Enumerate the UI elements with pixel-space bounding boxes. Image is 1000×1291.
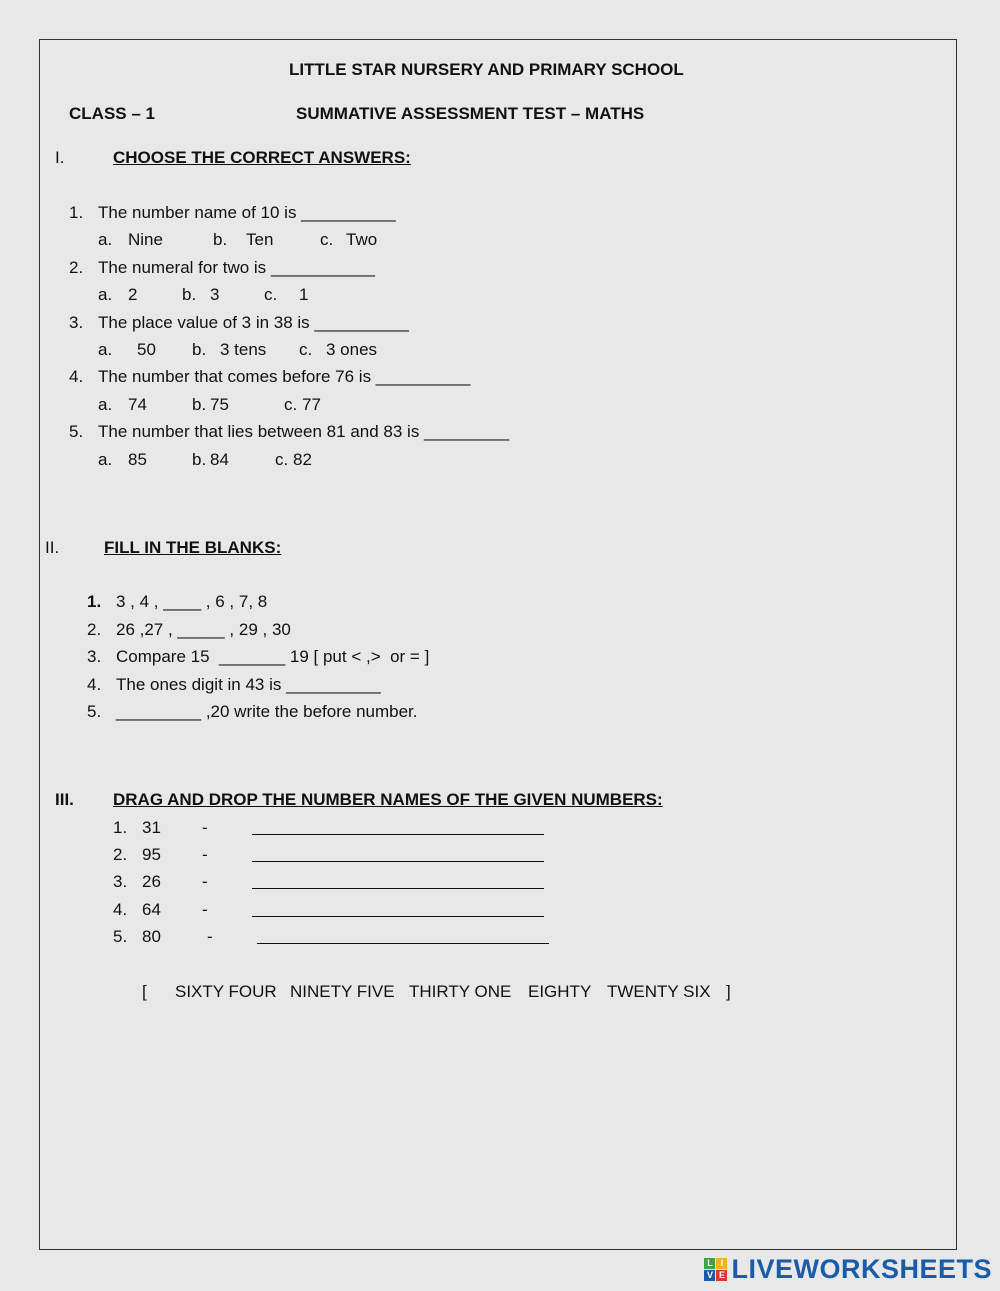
item-number: 3. bbox=[87, 647, 102, 666]
question-text[interactable]: The place value of 3 in 38 is __________ bbox=[98, 313, 409, 332]
dash: - bbox=[202, 900, 208, 919]
item-number: 2. bbox=[87, 620, 102, 639]
option-b[interactable]: 3 tens bbox=[220, 340, 267, 359]
section3-title: DRAG AND DROP THE NUMBER NAMES OF THE GIVEN NUMBERS: bbox=[113, 790, 663, 809]
logo-tile: V bbox=[704, 1270, 715, 1281]
drop-zone[interactable] bbox=[252, 874, 544, 889]
option-a[interactable]: 85 bbox=[128, 450, 147, 469]
drop-zone[interactable] bbox=[252, 820, 544, 835]
item-number: 4. bbox=[87, 675, 102, 694]
option-a[interactable]: Nine bbox=[128, 230, 163, 249]
question-number: 4. bbox=[69, 367, 84, 386]
section1-number: I. bbox=[55, 148, 65, 167]
question-number: 2. bbox=[69, 258, 84, 277]
item-number: 2. bbox=[113, 845, 128, 864]
question-number: 5. bbox=[69, 422, 84, 441]
given-number: 31 bbox=[142, 818, 161, 837]
dash: - bbox=[207, 927, 213, 946]
dash: - bbox=[202, 818, 208, 837]
option-c[interactable]: 77 bbox=[302, 395, 321, 414]
item-number: 5. bbox=[113, 927, 128, 946]
option-b[interactable]: 84 bbox=[210, 450, 229, 469]
section3-number: III. bbox=[55, 790, 74, 809]
option-a-label: a. bbox=[98, 285, 113, 304]
question-text[interactable]: The number name of 10 is __________ bbox=[98, 203, 396, 222]
bank-word[interactable]: SIXTY FOUR bbox=[175, 982, 277, 1001]
fill-blank-text[interactable]: The ones digit in 43 is __________ bbox=[116, 675, 381, 694]
item-number: 1. bbox=[87, 592, 102, 611]
section1-title: CHOOSE THE CORRECT ANSWERS: bbox=[113, 148, 411, 167]
item-number: 1. bbox=[113, 818, 128, 837]
option-b-label: b. bbox=[182, 285, 197, 304]
option-c[interactable]: Two bbox=[346, 230, 378, 249]
given-number: 80 bbox=[142, 927, 161, 946]
class-label: CLASS – 1 bbox=[69, 104, 155, 123]
brand-name: LIVEWORKSHEETS bbox=[731, 1254, 992, 1284]
option-c[interactable]: 82 bbox=[293, 450, 312, 469]
option-a[interactable]: 2 bbox=[128, 285, 138, 304]
drop-zone[interactable] bbox=[252, 847, 544, 862]
school-name: LITTLE STAR NURSERY AND PRIMARY SCHOOL bbox=[289, 60, 684, 79]
bank-word[interactable]: NINETY FIVE bbox=[290, 982, 395, 1001]
option-a-label: a. bbox=[98, 230, 113, 249]
dash: - bbox=[202, 845, 208, 864]
bank-open-bracket: [ bbox=[142, 982, 147, 1001]
item-number: 4. bbox=[113, 900, 128, 919]
question-text[interactable]: The number that lies between 81 and 83 is _________ bbox=[98, 422, 510, 441]
section2-number: II. bbox=[45, 538, 60, 557]
item-number: 3. bbox=[113, 872, 128, 891]
bank-word[interactable]: THIRTY ONE bbox=[409, 982, 512, 1001]
option-a-label: a. bbox=[98, 395, 113, 414]
option-c-label: c. bbox=[320, 230, 334, 249]
bank-word[interactable]: EIGHTY bbox=[528, 982, 592, 1001]
item-number: 5. bbox=[87, 702, 102, 721]
given-number: 95 bbox=[142, 845, 161, 864]
option-b[interactable]: 75 bbox=[210, 395, 229, 414]
option-a[interactable]: 74 bbox=[128, 395, 147, 414]
option-b-label: b. bbox=[192, 450, 207, 469]
question-text[interactable]: The number that comes before 76 is __________ bbox=[98, 367, 471, 386]
option-c-label: c. bbox=[299, 340, 313, 359]
test-title: SUMMATIVE ASSESSMENT TEST – MATHS bbox=[296, 104, 645, 123]
option-b[interactable]: Ten bbox=[246, 230, 274, 249]
fill-blank-text[interactable]: _________ ,20 write the before number. bbox=[116, 702, 418, 721]
option-c[interactable]: 1 bbox=[299, 285, 309, 304]
option-c[interactable]: 3 ones bbox=[326, 340, 378, 359]
logo-tile: E bbox=[716, 1270, 727, 1281]
option-a-label: a. bbox=[98, 340, 113, 359]
option-c-label: c. bbox=[264, 285, 278, 304]
fill-blank-text[interactable]: Compare 15 _______ 19 [ put < ,> or = ] bbox=[116, 647, 430, 666]
option-b-label: b. bbox=[192, 395, 207, 414]
logo-icon bbox=[704, 1258, 727, 1281]
bank-word[interactable]: TWENTY SIX bbox=[607, 982, 711, 1001]
option-c-label: c. bbox=[284, 395, 298, 414]
question-number: 3. bbox=[69, 313, 84, 332]
option-c-label: c. bbox=[275, 450, 289, 469]
bank-close-bracket: ] bbox=[726, 982, 731, 1001]
drop-zone[interactable] bbox=[252, 902, 544, 917]
given-number: 26 bbox=[142, 872, 161, 891]
logo-tile: I bbox=[716, 1258, 727, 1269]
fill-blank-text[interactable]: 26 ,27 , _____ , 29 , 30 bbox=[116, 620, 291, 639]
logo-tile: L bbox=[704, 1258, 715, 1269]
liveworksheets-logo bbox=[704, 1254, 992, 1285]
dash: - bbox=[202, 872, 208, 891]
drop-zone[interactable] bbox=[257, 929, 549, 944]
given-number: 64 bbox=[142, 900, 161, 919]
option-b[interactable]: 3 bbox=[210, 285, 220, 304]
question-text[interactable]: The numeral for two is ___________ bbox=[98, 258, 375, 277]
option-a-label: a. bbox=[98, 450, 113, 469]
option-b-label: b. bbox=[213, 230, 228, 249]
question-number: 1. bbox=[69, 203, 84, 222]
fill-blank-text[interactable]: 3 , 4 , ____ , 6 , 7, 8 bbox=[116, 592, 268, 611]
option-b-label: b. bbox=[192, 340, 207, 359]
option-a[interactable]: 50 bbox=[137, 340, 156, 359]
section2-title: FILL IN THE BLANKS: bbox=[104, 538, 282, 557]
